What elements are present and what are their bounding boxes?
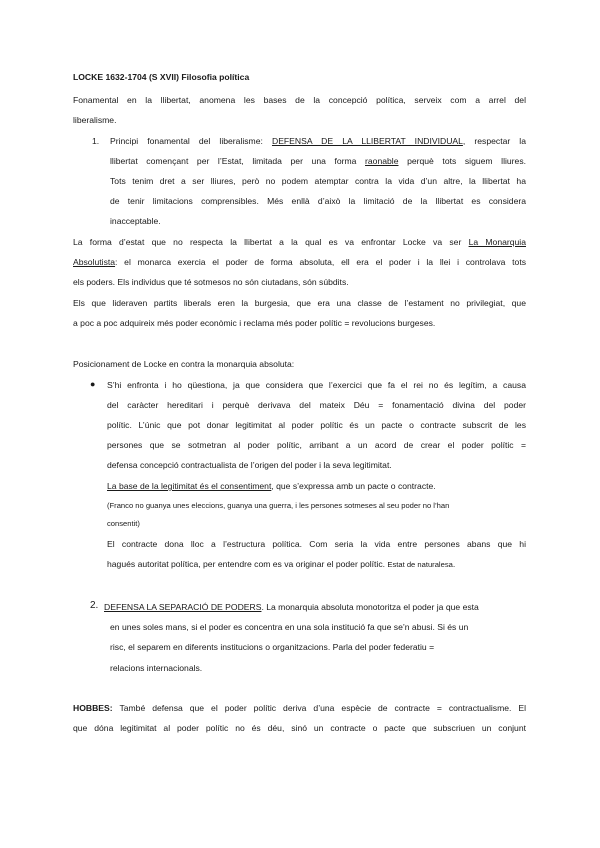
para2-underline-absolutista: Absolutista	[73, 257, 116, 267]
list-number-1: 1.	[92, 136, 100, 146]
page-title	[73, 71, 249, 83]
bullet-line-5: defensa concepció contractualista de l’origen del poder i la seva legitimitat.	[107, 460, 392, 470]
item2-line-3: risc, el separem en diferents institucions o organitzacions. Parla del poder federatiu =	[110, 642, 435, 652]
bullet-line-6-rest: , que s’expressa amb un pacte o contracte.	[271, 481, 436, 491]
item2-line-2: en unes soles mans, si el poder es concentra en una sola institució fa que se’n abusi. Si és un	[110, 622, 469, 632]
bullet-line-6	[107, 480, 436, 492]
bullet-line-7: (Franco no guanya unes eleccions, guanya una guerra, i les persones sotmeses al seu poder no l’han	[107, 501, 450, 510]
para2-line-1	[73, 236, 526, 248]
para3-line-1: Els que lideraven partits liberals eren la burgesia, que era una classe de l’estament no privilegiat, que	[73, 298, 526, 308]
bullet-line-10	[107, 558, 455, 571]
bullet-line-9: El contracte dona lloc a l’estructura política. Com seria la vida entre persones abans que hi	[107, 539, 526, 549]
bullet-line-10-c: .	[452, 559, 456, 569]
legitimacy-underline: La base de la legitimitat és el consentiment	[107, 481, 272, 491]
bullet-line-4: persones que se sotmetran al poder polític, arribant a un acord de crear el poder polític =	[107, 440, 526, 450]
item2-line-4: relacions internacionals.	[110, 663, 203, 673]
item1-line-3: Tots tenim dret a ser lliures, però no podem atemptar contra la vida d’un altre, la llibertat ha	[110, 176, 526, 186]
item1-text-a: Principi fonamental del liberalisme:	[110, 136, 272, 146]
item2-text-b: . La monarquia absoluta monotoritza el poder ja que esta	[261, 602, 479, 612]
title-main: LOCKE 1632-1704 (S XVII)	[73, 72, 182, 82]
item1-text-c: , respectar la	[462, 136, 526, 146]
bullet-line-2: del caràcter hereditari i perquè derivava del mateix Déu = fonamentació divina del poder	[107, 400, 526, 410]
separation-underline: DEFENSA LA SEPARACIÓ DE PODERS	[104, 602, 262, 612]
para2-text-b: : el monarca exercia el poder de forma absoluta, ell era el poder i la llei i controlava tots	[115, 257, 526, 267]
bullet-line-3: polític. L’únic que pot donar legitimitat al poder polític és un pacte o contracte subscrit de les	[107, 420, 526, 430]
hobbes-line-2: que dóna legitimitat al poder polític no és déu, sinó un contracte o pacte que subscriuen un conjunt	[73, 723, 526, 733]
list-number-2: 2.	[90, 600, 99, 611]
bullet-marker: ●	[90, 379, 96, 389]
item1-line-1	[110, 135, 526, 147]
bullet-line-10-a: hagués autoritat política, per entendre com es va originar el poder polític.	[107, 559, 388, 569]
item1-text-2c: perquè tots siguem lliures.	[398, 156, 526, 166]
item1-line-4: de tenir limitacions comprensibles. Més enllà d’això la limitació de la llibertat es considera	[110, 196, 526, 206]
item1-line-5: inacceptable.	[110, 216, 161, 226]
estat-naturalesa: Estat de naturalesa	[387, 560, 453, 569]
bullet-line-1: S’hi enfronta i ho qüestiona, ja que considera que l’exercici que fa el rei no és legítim, a causa	[107, 380, 526, 390]
hobbes-label: HOBBES:	[73, 703, 113, 713]
title-sub: Filosofia política	[181, 72, 250, 82]
item1-underline-raonable: raonable	[365, 156, 399, 166]
para3-line-2: a poc a poc adquireix més poder econòmic i reclama més poder polític = revolucions burgeses.	[73, 318, 436, 328]
item1-text-2a: llibertat començant per l’Estat, limitada per una forma	[110, 156, 366, 166]
item1-underline-liberty: DEFENSA DE LA LLIBERTAT INDIVIDUAL	[271, 136, 463, 146]
para2-line-3: els poders. Els individus que té sotmesos no són ciutadans, són súbdits.	[73, 277, 349, 287]
item1-line-2	[110, 155, 526, 167]
para2-line-2	[73, 256, 526, 268]
para2-underline-monarquia: La Monarquia	[468, 237, 526, 247]
section-heading: Posicionament de Locke en contra la monarquia absoluta:	[73, 359, 295, 369]
intro-line-1: Fonamental en la llibertat, anomena les bases de la concepció política, serveix com a arrel del	[73, 95, 526, 105]
hobbes-line-1	[73, 702, 526, 714]
hobbes-text-1: També defensa que el poder polític deriva d’una espècie de contracte = contractualisme. El	[112, 703, 526, 713]
item2-line-1	[104, 601, 479, 613]
para2-text-a: La forma d’estat que no respecta la llibertat a la qual es va enfrontar Locke va ser	[73, 237, 469, 247]
bullet-line-8: consentit)	[107, 519, 140, 528]
intro-line-2: liberalisme.	[73, 115, 117, 125]
